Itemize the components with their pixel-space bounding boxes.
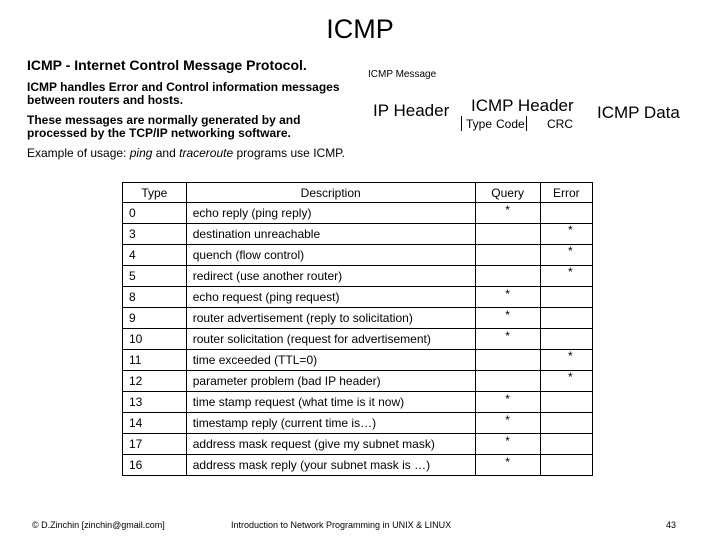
- cell-error: [540, 203, 592, 224]
- cell-description: parameter problem (bad IP header): [186, 371, 475, 392]
- cell-description: echo reply (ping reply): [186, 203, 475, 224]
- asterisk-mark: *: [567, 349, 573, 363]
- table-body: [123, 203, 593, 476]
- column-header-error: Error: [540, 183, 592, 203]
- asterisk-mark: *: [567, 265, 573, 279]
- cell-query: [475, 224, 540, 245]
- cell-description: router advertisement (reply to solicitation): [186, 308, 475, 329]
- cell-query: [475, 245, 540, 266]
- cell-error: [540, 371, 592, 392]
- cell-description: echo request (ping request): [186, 287, 475, 308]
- asterisk-mark: *: [505, 203, 510, 217]
- icmp-header-label: ICMP Header: [471, 96, 574, 115]
- footer-copyright: © D.Zinchin [zinchin@gmail.com]: [32, 520, 165, 530]
- cell-description: address mask request (give my subnet mask): [186, 434, 475, 455]
- column-header-query: Query: [475, 183, 540, 203]
- paragraph-generated-by: These messages are normally generated by and processed by the TCP/IP networking software.: [27, 113, 301, 140]
- table-row: [123, 203, 593, 224]
- cell-type: 10: [123, 329, 187, 350]
- page-number: 43: [666, 520, 677, 530]
- cell-error: [540, 245, 592, 266]
- cell-query: [475, 350, 540, 371]
- asterisk-mark: *: [567, 223, 573, 237]
- cell-type: 3: [123, 224, 187, 245]
- field-divider: [461, 116, 462, 131]
- column-header-description: Description: [186, 183, 475, 203]
- table-row: [123, 287, 593, 308]
- usage-suffix: programs use ICMP.: [233, 146, 345, 160]
- cell-query: [475, 203, 540, 224]
- asterisk-mark: *: [505, 455, 510, 469]
- cell-error: [540, 308, 592, 329]
- field-type-label: Type: [466, 117, 493, 131]
- paragraph-error-control: ICMP handles Error and Control information messages between routers and hosts.: [27, 80, 340, 107]
- cell-error: [540, 392, 592, 413]
- cell-description: destination unreachable: [186, 224, 475, 245]
- asterisk-mark: *: [505, 308, 510, 322]
- cell-error: [540, 224, 592, 245]
- cell-type: 5: [123, 266, 187, 287]
- column-header-type: Type: [123, 183, 187, 203]
- asterisk-mark: *: [567, 244, 573, 258]
- cell-description: router solicitation (request for advertisement): [186, 329, 475, 350]
- table-row: [123, 413, 593, 434]
- cell-description: address mask reply (your subnet mask is …): [186, 455, 475, 476]
- cell-type: 13: [123, 392, 187, 413]
- cell-type: 16: [123, 455, 187, 476]
- cell-error: [540, 266, 592, 287]
- footer-course-title: Introduction to Network Programming in UNIX & LINUX: [231, 520, 452, 530]
- cell-query: [475, 287, 540, 308]
- usage-ping: ping: [129, 146, 153, 160]
- cell-description: timestamp reply (current time is…): [186, 413, 475, 434]
- table-row: [123, 245, 593, 266]
- asterisk-mark: *: [505, 329, 510, 343]
- table-row: [123, 434, 593, 455]
- cell-query: [475, 434, 540, 455]
- ip-header-label: IP Header: [373, 101, 450, 120]
- cell-error: [540, 434, 592, 455]
- cell-description: time stamp request (what time is it now): [186, 392, 475, 413]
- cell-query: [475, 266, 540, 287]
- field-divider: [526, 116, 527, 131]
- cell-type: 14: [123, 413, 187, 434]
- table-row: [123, 371, 593, 392]
- cell-error: [540, 329, 592, 350]
- usage-traceroute: traceroute: [179, 146, 234, 160]
- cell-type: 4: [123, 245, 187, 266]
- field-code-label: Code: [496, 117, 525, 131]
- cell-query: [475, 392, 540, 413]
- slide-title: ICMP: [326, 14, 394, 44]
- asterisk-mark: *: [505, 287, 510, 301]
- asterisk-mark: *: [567, 370, 573, 384]
- asterisk-mark: *: [505, 392, 510, 406]
- icmp-data-label: ICMP Data: [597, 103, 680, 122]
- cell-type: 17: [123, 434, 187, 455]
- paragraph-usage-example: [27, 147, 347, 160]
- slide-subtitle: ICMP - Internet Control Message Protocol.: [27, 57, 307, 73]
- table-row: [123, 392, 593, 413]
- field-crc-label: CRC: [547, 117, 573, 131]
- table-header-row: [123, 183, 593, 203]
- cell-description: time exceeded (TTL=0): [186, 350, 475, 371]
- table-row: [123, 455, 593, 476]
- icmp-message-label: ICMP Message: [368, 69, 437, 80]
- cell-error: [540, 287, 592, 308]
- usage-prefix: Example of usage:: [27, 146, 130, 160]
- usage-and: and: [152, 146, 180, 160]
- table-row: [123, 308, 593, 329]
- cell-type: 11: [123, 350, 187, 371]
- cell-query: [475, 308, 540, 329]
- cell-query: [475, 455, 540, 476]
- cell-type: 0: [123, 203, 187, 224]
- cell-type: 12: [123, 371, 187, 392]
- cell-query: [475, 413, 540, 434]
- cell-query: [475, 329, 540, 350]
- icmp-types-table: [122, 182, 593, 476]
- asterisk-mark: *: [505, 434, 510, 448]
- table-row: [123, 329, 593, 350]
- table-row: [123, 350, 593, 371]
- cell-description: redirect (use another router): [186, 266, 475, 287]
- cell-error: [540, 413, 592, 434]
- cell-error: [540, 455, 592, 476]
- cell-type: 9: [123, 308, 187, 329]
- cell-description: quench (flow control): [186, 245, 475, 266]
- cell-query: [475, 371, 540, 392]
- cell-type: 8: [123, 287, 187, 308]
- cell-error: [540, 350, 592, 371]
- table-row: [123, 266, 593, 287]
- asterisk-mark: *: [505, 413, 510, 427]
- table-row: [123, 224, 593, 245]
